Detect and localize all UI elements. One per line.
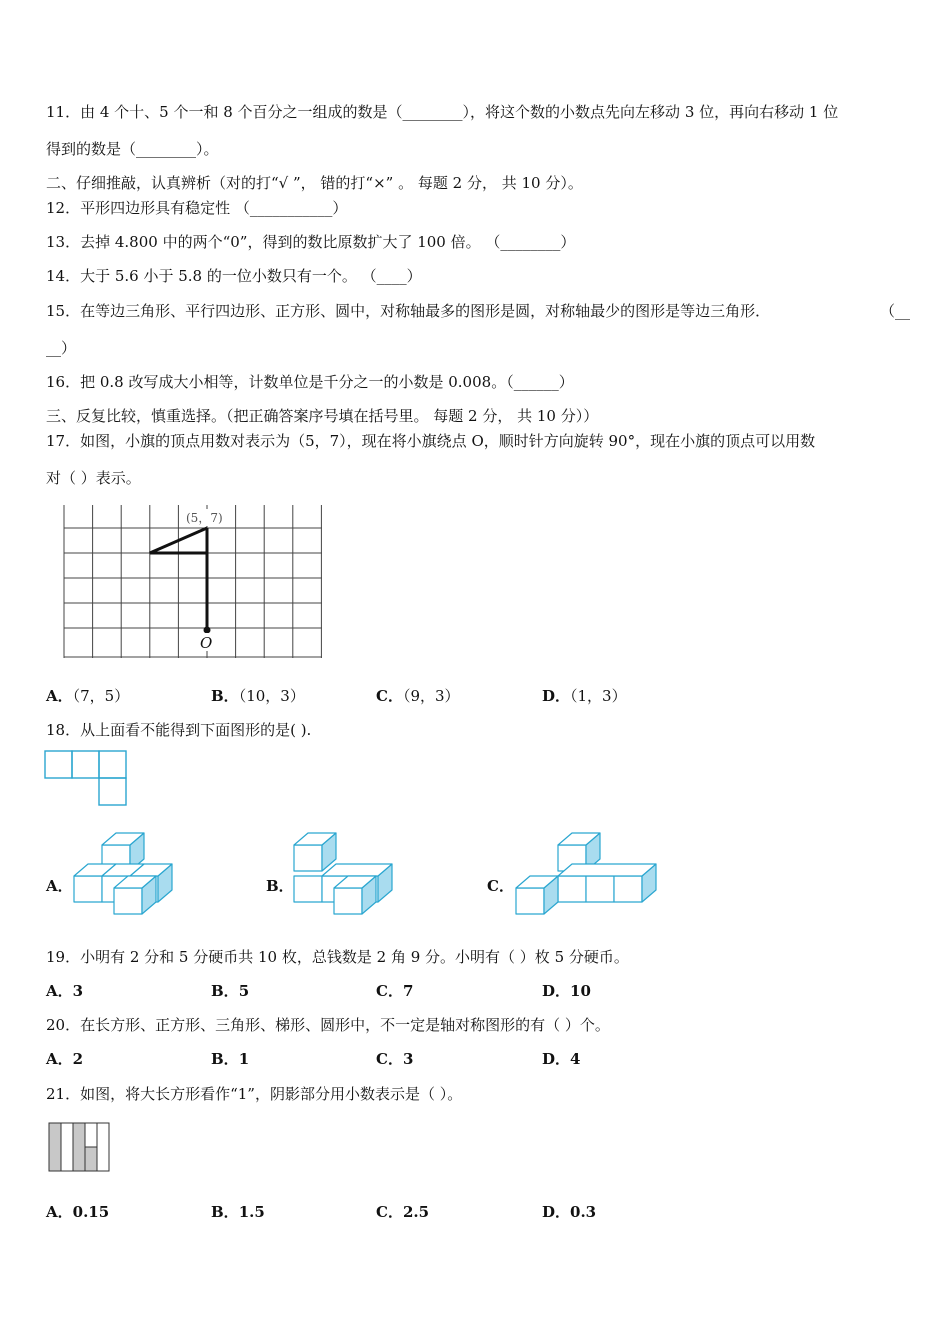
q20-option-b[interactable]: B．1	[211, 1050, 250, 1068]
q18-option-b-cubes[interactable]	[290, 832, 396, 916]
q17-option-c[interactable]: C．（9，3）	[376, 687, 460, 705]
q17-grid-figure	[60, 500, 326, 664]
q21-rectangle-figure	[47, 1121, 113, 1175]
q11-line1: 11．由 4 个十、5 个一和 8 个百分之一组成的数是（________），将这个数的小数点先向左移动 3 位，再向右移动 1 位	[46, 103, 839, 121]
q17-point-o-label: O	[200, 634, 213, 652]
q17-option-b[interactable]: B．（10，3）	[211, 687, 305, 705]
q21-option-c[interactable]: C．2.5	[376, 1203, 430, 1221]
q11-line2: 得到的数是（________）。	[46, 140, 219, 158]
q19-line: 19．小明有 2 分和 5 分硬币共 10 枚，总钱数是 2 角 9 分。小明有（ ）枚 5 分硬币。	[46, 948, 629, 966]
q13: 13．去掉 4.800 中的两个“0”，得到的数比原数扩大了 100 倍。 （________）	[46, 233, 576, 251]
q20-option-a[interactable]: A．2	[46, 1050, 84, 1068]
q18-option-a-cubes[interactable]	[70, 832, 176, 916]
section3-heading: 三、反复比较，慎重选择。（把正确答案序号填在括号里。 每题 2 分， 共 10 分））	[46, 407, 599, 425]
q20-line: 20．在长方形、正方形、三角形、梯形、圆形中，不一定是轴对称图形的有（ ）个。	[46, 1016, 610, 1034]
q15-line1: 15．在等边三角形、平行四边形、正方形、圆中，对称轴最多的图形是圆，对称轴最少的图形是等边三角形．	[46, 302, 771, 320]
q17-point-o	[204, 627, 211, 634]
q18-option-c[interactable]: C．	[487, 877, 514, 895]
q19-option-d[interactable]: D．10	[542, 982, 591, 1000]
q18-option-b[interactable]: B．	[266, 877, 294, 895]
q20-option-c[interactable]: C．3	[376, 1050, 414, 1068]
q15-line2: __）	[46, 339, 77, 357]
q15-blank-start: （__	[880, 302, 911, 320]
q20-option-d[interactable]: D．4	[542, 1050, 581, 1068]
q21-option-a[interactable]: A．0.15	[46, 1203, 110, 1221]
q18-top-view-figure	[44, 750, 130, 808]
q17-line2: 对（ ）表示。	[46, 469, 141, 487]
q21-line: 21．如图，将大长方形看作“1”，阴影部分用小数表示是（ ）。	[46, 1085, 463, 1103]
q17-line1: 17．如图，小旗的顶点用数对表示为（5，7），现在将小旗绕点 O，顺时针方向旋转 90°，现在小旗的顶点可以用数	[46, 432, 816, 450]
q21-option-b[interactable]: B．1.5	[211, 1203, 265, 1221]
q12: 12．平形四边形具有稳定性 （___________）	[46, 199, 348, 217]
q21-option-d[interactable]: D．0.3	[542, 1203, 597, 1221]
q18-option-a[interactable]: A．	[46, 877, 73, 895]
q18-line: 18．从上面看不能得到下面图形的是( ).	[46, 721, 312, 739]
q19-option-c[interactable]: C．7	[376, 982, 414, 1000]
section2-heading: 二、仔细推敲，认真辨析（对的打“√ ”， 错的打“×” 。 每题 2 分， 共 10 分）。	[46, 174, 583, 192]
q17-option-d[interactable]: D．（1，3）	[542, 687, 627, 705]
q14: 14．大于 5.6 小于 5.8 的一位小数只有一个。 （____）	[46, 267, 422, 285]
q19-option-a[interactable]: A．3	[46, 982, 84, 1000]
q17-option-a[interactable]: A．（7，5）	[46, 687, 130, 705]
q18-option-c-cubes[interactable]	[512, 832, 660, 916]
q16: 16．把 0.8 改写成大小相等，计数单位是千分之一的小数是 0.008。（______）	[46, 373, 574, 391]
q19-option-b[interactable]: B．5	[211, 982, 250, 1000]
q17-vertex-label: (5，7)	[186, 511, 223, 525]
